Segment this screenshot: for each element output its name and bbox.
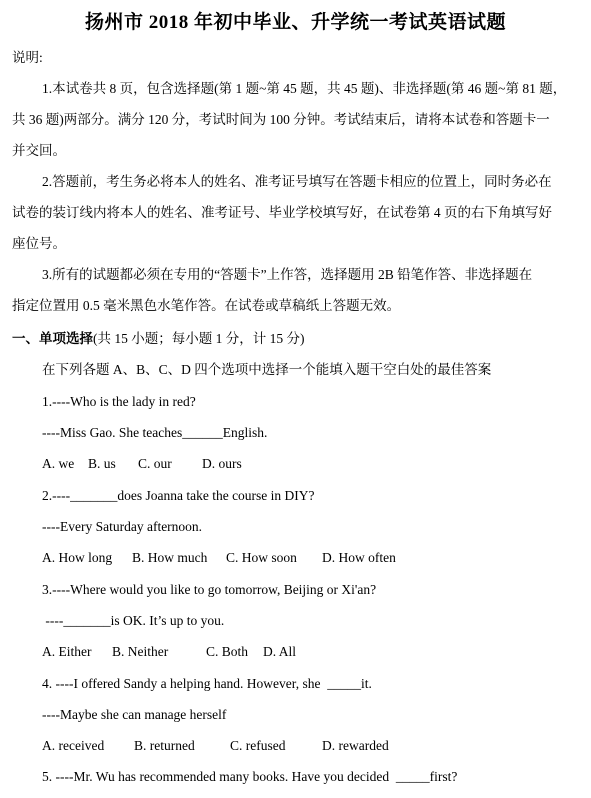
- section-scoring: (共 15 小题；每小题 1 分，计 15 分): [93, 331, 305, 346]
- instruction-paragraph-1-line-3: 并交回。: [12, 143, 66, 158]
- question-5-prompt: 5. ----Mr. Wu has recommended many books. Have you decided _____first?: [42, 769, 458, 784]
- section-instruction: 在下列各题 A、B、C、D 四个选项中选择一个能填入题干空白处的最佳答案: [42, 362, 492, 377]
- question-4-option-b: B. returned: [134, 738, 195, 753]
- section-heading: [12, 330, 305, 348]
- instruction-paragraph-2-line-2: 试卷的装订线内将本人的姓名、准考证号、毕业学校填写好，在试卷第 4 页的右下角填写好: [12, 205, 552, 220]
- question-3-response: ----_______is OK. It’s up to you.: [42, 613, 225, 628]
- section-number: 一、: [12, 331, 39, 346]
- question-4-option-c: C. refused: [230, 738, 286, 753]
- question-1-prompt: 1.----Who is the lady in red?: [42, 394, 196, 409]
- instruction-paragraph-1-line-1: 1.本试卷共 8 页，包含选择题(第 1 题~第 45 题，共 45 题)、非选择题(第 46 题~第 81 题，: [42, 81, 567, 96]
- instruction-paragraph-3-line-1: 3.所有的试题都必须在专用的“答题卡”上作答，选择题用 2B 铅笔作答、非选择题在: [42, 267, 533, 282]
- question-1-option-d: D. ours: [202, 456, 242, 471]
- exam-title: 扬州市 2018 年初中毕业、升学统一考试英语试题: [84, 12, 506, 33]
- question-1-option-c: C. our: [138, 456, 172, 471]
- question-3-options: [42, 643, 296, 661]
- question-3-option-d: D. All: [263, 644, 297, 659]
- question-2-option-b: B. How much: [132, 550, 208, 565]
- question-1-option-a: A. we: [42, 456, 75, 471]
- question-2-response: ----Every Saturday afternoon.: [42, 519, 203, 534]
- question-2-option-a: A. How long: [42, 550, 113, 565]
- section-title: 单项选择: [39, 331, 93, 346]
- question-3-option-a: A. Either: [42, 644, 92, 659]
- instruction-paragraph-3-line-2: 指定位置用 0.5 毫米黑色水笔作答。在试卷或草稿纸上答题无效。: [12, 298, 401, 313]
- question-2-prompt: 2.----_______does Joanna take the course in DIY?: [42, 488, 315, 503]
- question-3-prompt: 3.----Where would you like to go tomorrow, Beijing or Xi'an?: [42, 582, 377, 597]
- question-1-option-b: B. us: [88, 456, 116, 471]
- question-1-response: ----Miss Gao. She teaches______English.: [42, 425, 268, 440]
- question-4-option-d: D. rewarded: [322, 738, 389, 753]
- question-4-options: [42, 737, 389, 755]
- question-4-response: ----Maybe she can manage herself: [42, 707, 227, 722]
- question-4-prompt: 4. ----I offered Sandy a helping hand. However, she _____it.: [42, 676, 372, 691]
- question-2-options: [42, 549, 396, 567]
- question-2-option-c: C. How soon: [226, 550, 297, 565]
- question-1-options: [42, 455, 242, 473]
- question-2-option-d: D. How often: [322, 550, 396, 565]
- question-4-option-a: A. received: [42, 738, 105, 753]
- question-3-option-c: C. Both: [206, 644, 249, 659]
- instruction-paragraph-2-line-3: 座位号。: [12, 236, 66, 251]
- instruction-paragraph-1-line-2: 共 36 题)两部分。满分 120 分，考试时间为 100 分钟。考试结束后，请将本试卷和答题卡一: [12, 112, 550, 127]
- instructions-label: 说明:: [12, 50, 43, 65]
- question-3-option-b: B. Neither: [112, 644, 169, 659]
- instruction-paragraph-2-line-1: 2.答题前，考生务必将本人的姓名、准考证号填写在答题卡相应的位置上，同时务必在: [42, 174, 552, 189]
